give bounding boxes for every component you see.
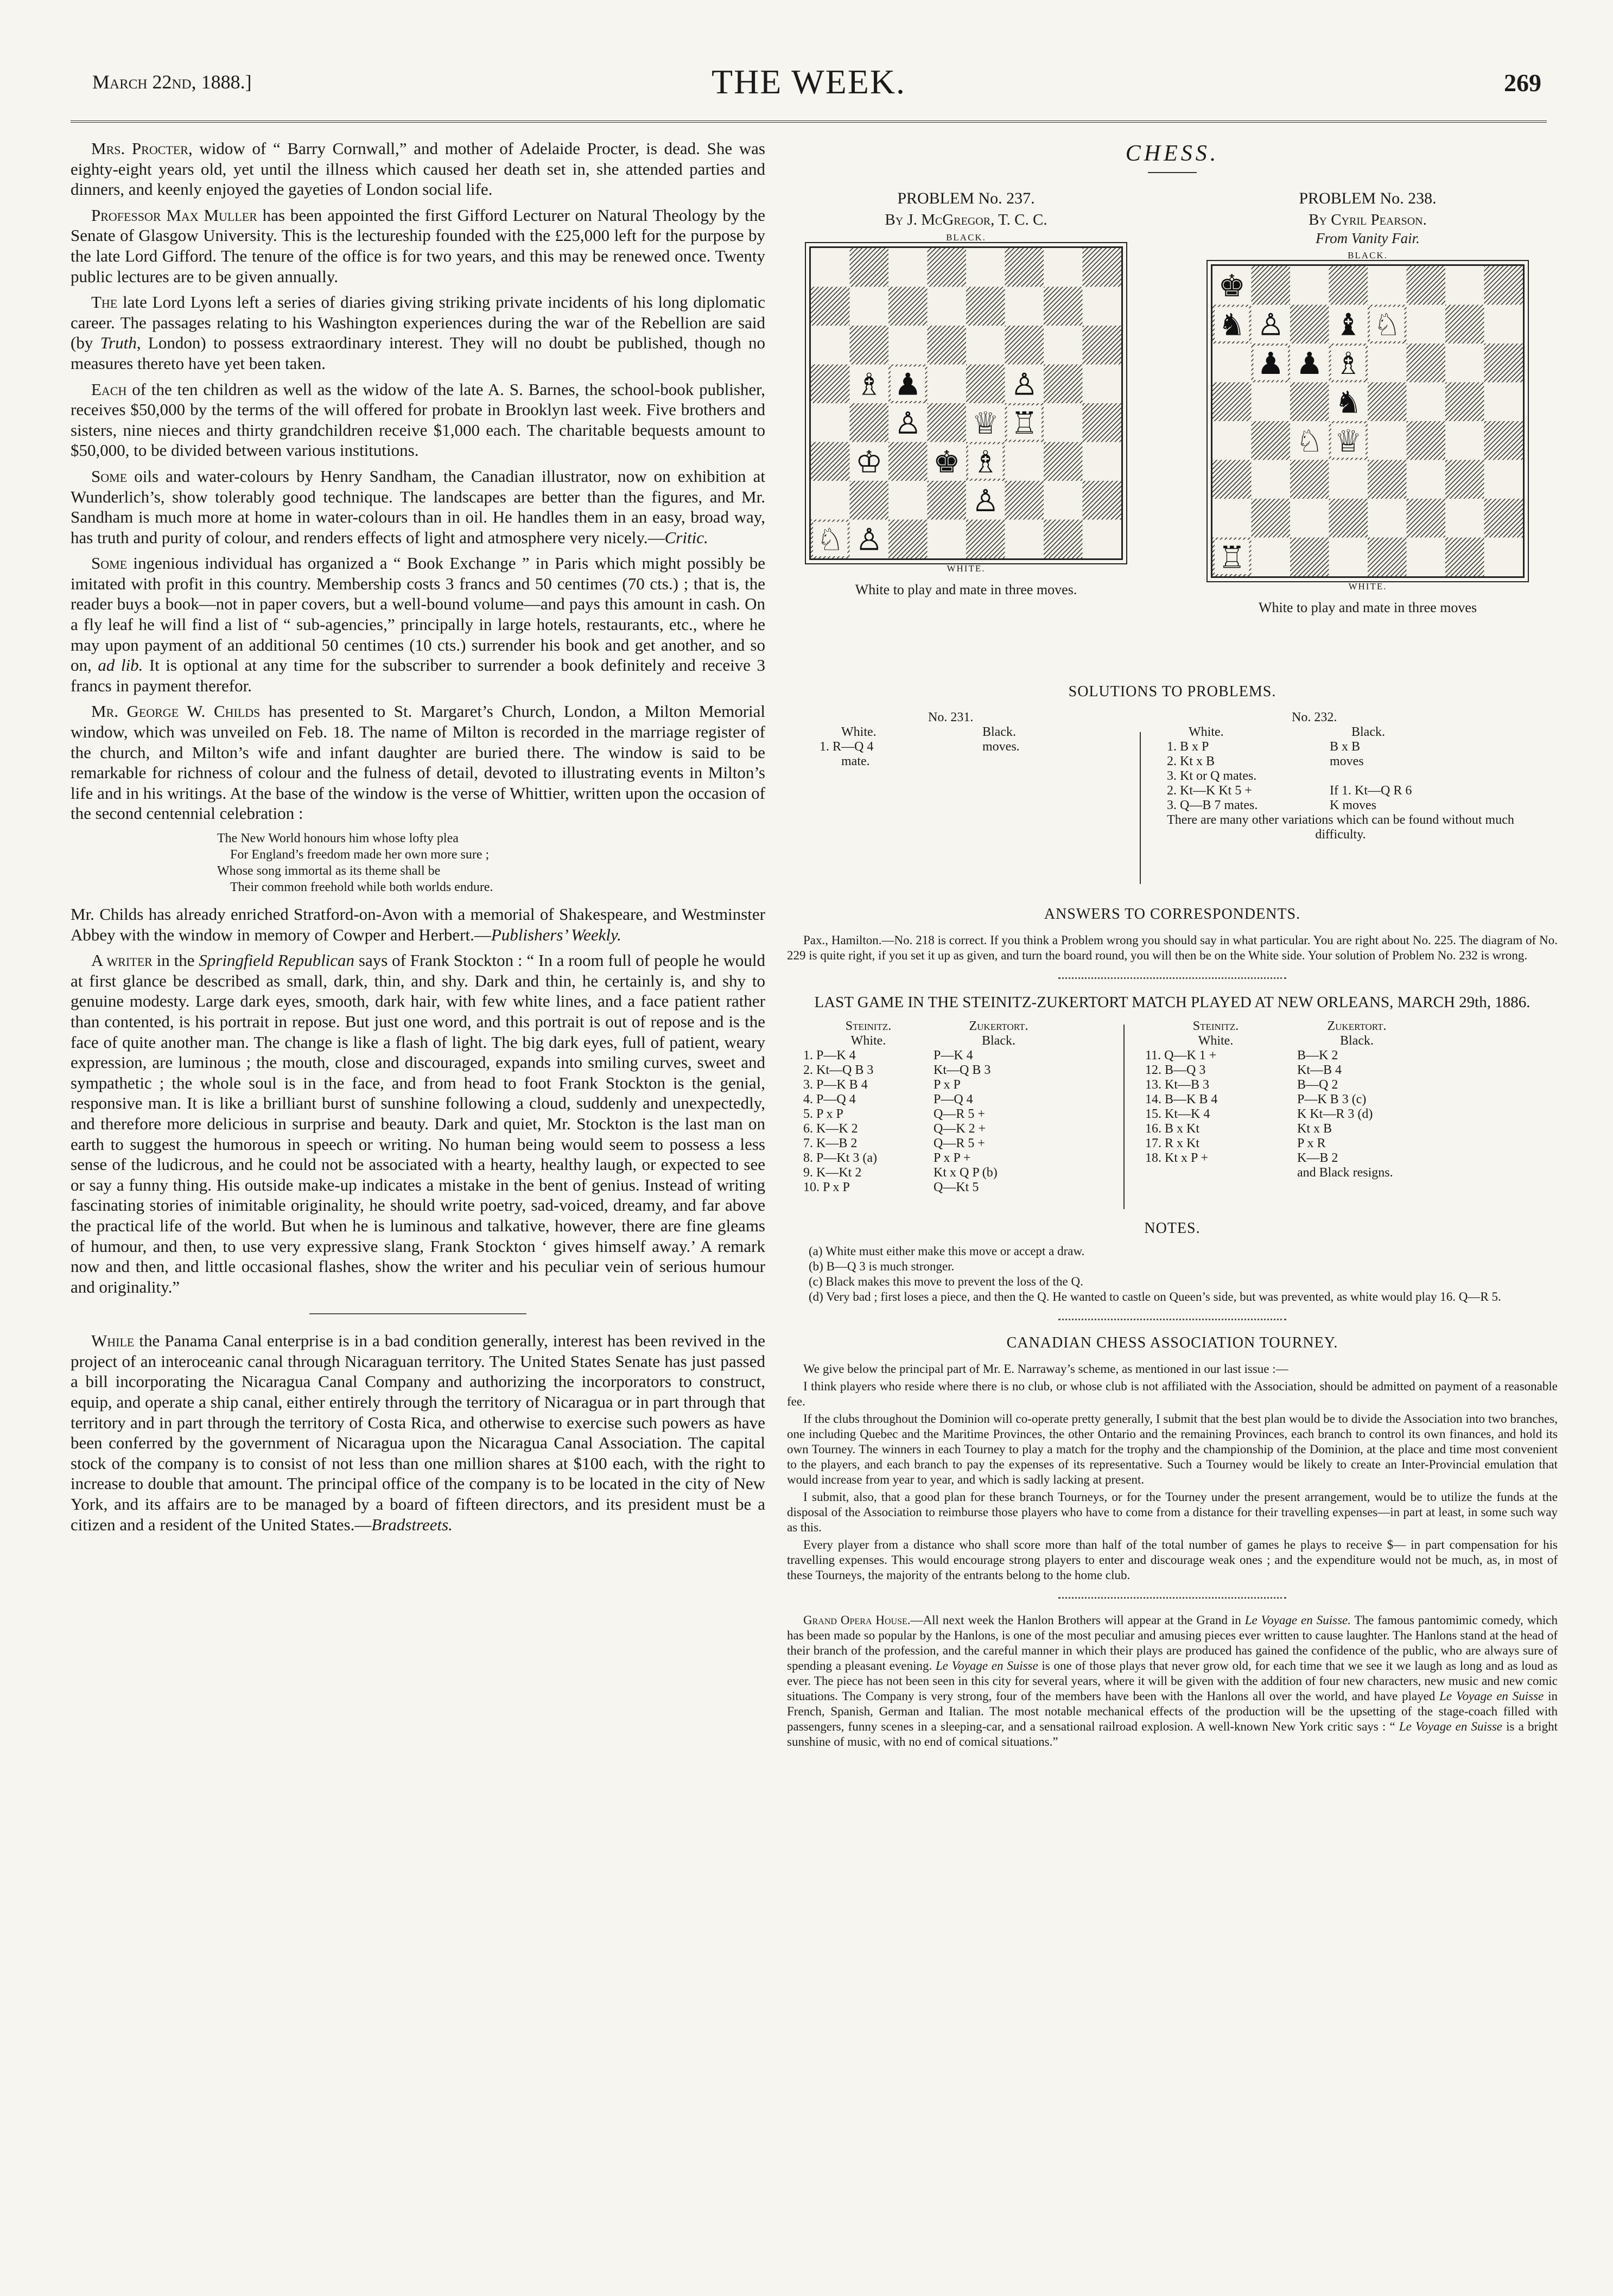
board-square xyxy=(928,287,967,326)
right-column xyxy=(787,138,1558,1752)
move-row xyxy=(803,1107,1118,1122)
move-row xyxy=(803,1122,1118,1136)
move-row xyxy=(803,1063,1118,1078)
problem-238 xyxy=(1189,189,1547,616)
board-square xyxy=(1368,266,1407,305)
page-number: 269 xyxy=(1504,69,1541,97)
article-sandham: Some oils and water-colours by Henry Sandham, the Canadian illustrator, now on exhibition at Wunderlich’s, show tolerably good technique. The landscapes are better than the figures, and Mr. Sandham is much more at home in water-colours than in oil. He handles them in an easy, broad way, has truth and purity of colour, and renders effects of light and atmosphere very nicely.—Critic. xyxy=(71,466,765,547)
board-square xyxy=(850,403,889,442)
board-square xyxy=(1083,365,1122,404)
board-square xyxy=(1445,305,1484,344)
board-square xyxy=(1044,287,1083,326)
move-row xyxy=(803,1092,1118,1107)
article-nicaragua-canal: While the Panama Canal enterprise is in a bad condition generally, interest has been revived in the project of an interoceanic canal through Nicaraguan territory. The United States Senate has just passed a bill incorporating the Nicaragua Canal Company and authorizing the incorporators to construct, equip, and operate a ship canal, either entirely through the territory of Nicaragua or in part through that territory and in part through the territory of Costa Rica, and otherwise to exercise such powers as have been conferred by the government of Nicaragua upon the Nicaragua Canal Association. The capital stock of the company is to consist of not less than one million shares at $100 each, with the right to increase to double that amount. The principal office of the company is to be located in the city of New York, and its affairs are to be managed by a board of fifteen directors, and its president must be a citizen and a resident of the United States.—Bradstreets. xyxy=(71,1331,765,1534)
tourney-para: If the clubs throughout the Dominion will co-operate pretty generally, I submit that the best plan would be to divide the Association into two branches, one including Quebec and the Maritime Provinces, the other Ontario and the remaining Provinces, each branch to control its own finances, and hold its own Tourney. The winners in each Tourney to play a match for the trophy and the championship of the Dominion, at the place and time most convenient to the players, and each branch to pay the expenses of its representative. Such a Tourney would be likely to create an Inter-Provincial emulation that would increase from year to year, and which is sadly lacking at present. xyxy=(787,1412,1558,1486)
board-square xyxy=(1044,365,1083,404)
move-row xyxy=(1145,1048,1525,1063)
move-row xyxy=(1145,1078,1525,1092)
board-square xyxy=(1212,460,1252,499)
board-square xyxy=(811,442,850,481)
board-square xyxy=(1005,520,1044,559)
answers-heading: ANSWERS TO CORRESPONDENTS. xyxy=(1044,906,1301,923)
board-square xyxy=(1212,344,1252,383)
white-move: 4. P—Q 4 xyxy=(803,1092,856,1106)
game-heading: LAST GAME IN THE STEINITZ-ZUKERTORT MATCH PLAYED AT NEW ORLEANS, MARCH 29th, 1886. xyxy=(814,994,1531,1011)
white-label: WHITE. xyxy=(947,563,986,574)
board-square xyxy=(1329,266,1368,305)
board-square xyxy=(928,365,967,404)
board-square xyxy=(1044,442,1083,481)
chess-piece-icon: ♖ xyxy=(1218,540,1246,576)
board-square xyxy=(1368,344,1407,383)
chess-problems xyxy=(787,189,1558,667)
white-move: 13. Kt—B 3 xyxy=(1145,1078,1210,1092)
board-square xyxy=(966,248,1005,287)
board-square xyxy=(1368,538,1407,577)
board-square xyxy=(850,248,889,287)
tourney-para: Every player from a distance who shall score more than half of the total number of games he plays to receive $— in part compensation for his travelling expenses. This would encourage strong players to enter and discourage weak ones ; and the expenditure would not be much, as, in most of these Tourneys, the majority of the entrants belong to the home club. xyxy=(787,1538,1558,1582)
chess-piece-icon: ♚ xyxy=(1218,268,1246,304)
board-square xyxy=(811,365,850,404)
board-square xyxy=(1329,460,1368,499)
board-square xyxy=(1083,287,1122,326)
board-square xyxy=(1407,305,1446,344)
tourney-heading: CANADIAN CHESS ASSOCIATION TOURNEY. xyxy=(1006,1334,1338,1351)
board-square xyxy=(888,248,928,287)
board-square xyxy=(888,287,928,326)
board-square xyxy=(1252,383,1291,422)
problem-caption: White to play and mate in three moves. xyxy=(855,582,1077,597)
board-square xyxy=(1212,499,1252,538)
issue-date: March 22nd, 1888.] xyxy=(92,71,252,93)
board-square xyxy=(1252,266,1291,305)
board-square xyxy=(1484,421,1523,460)
board-square xyxy=(928,481,967,520)
board-square xyxy=(928,520,967,559)
board-square xyxy=(1290,383,1329,422)
white-move: 2. Kt—Q B 3 xyxy=(803,1063,874,1077)
white-move: 18. Kt x P + xyxy=(1145,1151,1208,1165)
chess-piece-icon: ♕ xyxy=(971,405,999,441)
board-square xyxy=(1329,499,1368,538)
board-square xyxy=(1083,248,1122,287)
board-square xyxy=(1445,538,1484,577)
board-square xyxy=(1044,520,1083,559)
chess-piece-icon: ♟ xyxy=(1257,346,1285,381)
board-square xyxy=(811,481,850,520)
white-move: 16. B x Kt xyxy=(1145,1122,1200,1136)
moves-11-to-18: Steinitz. Zukertort. White. Black. 11. Q—K 1 + B—K 2 12. B—Q 3 Kt—B 4 13. Kt—B 3 B—Q 2 14. B—K B 4 P—K B 3 (c) 15. Kt—K 4 K Kt—R 3 (d) 16. B x Kt Kt x B 17. R x Kt P x R 18. Kt x P + K—B 2 and Black resigns. xyxy=(1145,1019,1525,1180)
board-square xyxy=(928,326,967,365)
move-row xyxy=(1145,1136,1525,1151)
move-row xyxy=(1145,1166,1525,1180)
verse-line: The New World honours him whose lofty plea xyxy=(217,831,459,845)
board-square xyxy=(888,326,928,365)
board-square xyxy=(1083,403,1122,442)
chess-piece-icon: ♖ xyxy=(1011,405,1038,441)
board-square xyxy=(850,287,889,326)
board-square xyxy=(1368,499,1407,538)
white-move: 5. P x P xyxy=(803,1107,843,1121)
board-square xyxy=(1368,383,1407,422)
article-procter: Mrs. Procter, widow of “ Barry Cornwall,” and mother of Adelaide Procter, is dead. She was eighty-eight years old, yet until the illness which caused her death set in, she attended parties and dinners, and keenly enjoyed the gayeties of London social life. xyxy=(71,139,765,199)
page-header xyxy=(71,54,1547,114)
board-square xyxy=(1484,266,1523,305)
board-square xyxy=(1484,383,1523,422)
black-move: P x R xyxy=(1297,1136,1326,1150)
chess-piece-icon: ♟ xyxy=(1296,346,1323,381)
tourney-para: We give below the principal part of Mr. E. Narraway’s scheme, as mentioned in our last issue :— xyxy=(803,1362,1288,1376)
problem-title: PROBLEM No. 238. xyxy=(1299,189,1437,207)
board-square xyxy=(1005,287,1044,326)
board-square xyxy=(1445,266,1484,305)
article-childs-cont: Mr. Childs has already enriched Stratford-on-Avon with a memorial of Shakespeare, and Westminster Abbey with the window in memory of Cowper and Herbert.—Publishers’ Weekly. xyxy=(71,905,765,944)
white-move xyxy=(1145,1166,1297,1180)
board-square xyxy=(1252,538,1291,577)
board-square xyxy=(1407,499,1446,538)
board-diagram xyxy=(1212,266,1523,576)
solution-note: There are many other variations which can be found without much difficulty. xyxy=(1167,813,1514,842)
move-row xyxy=(803,1048,1118,1063)
tourney-para: I submit, also, that a good plan for these branch Tourneys, or for the Tourney under the present arrangement, would be to utilize the funds at the disposal of the Association to reimburse those players who have to come from a distance for their travelling expenses—in part at least, in some such way as this. xyxy=(787,1490,1558,1534)
black-move: K Kt—R 3 (d) xyxy=(1297,1107,1373,1121)
notes-heading: NOTES. xyxy=(1144,1220,1201,1237)
black-move: B—K 2 xyxy=(1297,1048,1338,1063)
board-square xyxy=(1484,460,1523,499)
move-row xyxy=(1145,1122,1525,1136)
verse-line: Their common freehold while both worlds endure. xyxy=(230,880,493,894)
board-square xyxy=(1290,305,1329,344)
grand-opera-house-notice: Grand Opera House.—All next week the Hanlon Brothers will appear at the Grand in Le Voyage en Suisse. The famous pantomimic comedy, which has been made so popular by the Hanlons, is one of the most peculiar and amusing pieces ever written to cause laughter. The Hanlons stand at the head of their branch of the profession, and the careful manner in which their plays are produced has gained the confidence of the public, who are always sure of spending a pleasant evening. Le Voyage en Suisse is one of those plays that never grow old, for each time that we see it we laugh as long and as loud as ever. The piece has not been seen in this city for several years, where it will be given with the addition of four new characters, new music and new comic situations. The Company is very strong, four of the members have been with the Hanlons all over the world, and have played Le Voyage en Suisse in French, Spanish, German and Italian. The most notable mechanical effects of the production will be the upsetting of the stage-coach filled with passengers, funny scenes in a sleeping-car, and a sensational railroad explosion. A well-known New York critic says : “ Le Voyage en Suisse is a bright sunshine of music, with no end of comical situations.” xyxy=(787,1613,1558,1748)
moves-1-to-10: Steinitz. Zukertort. White. Black. 1. P—K 4 P—K 4 2. Kt—Q B 3 Kt—Q B 3 3. P—K B 4 P x P 4. P—Q 4 P—Q 4 5. P x P Q—R 5 + 6. K—K 2 Q—K 2 + 7. K—B 2 Q—R 5 + 8. P—Kt 3 (a) P x P + 9. K—Kt 2 Kt x Q P (b) 10. P x P Q—Kt 5 xyxy=(803,1019,1118,1195)
board-square xyxy=(850,326,889,365)
board-square xyxy=(1407,383,1446,422)
board-square xyxy=(1407,421,1446,460)
board-square xyxy=(1484,499,1523,538)
game-record xyxy=(787,1019,1558,1214)
black-move: B—Q 2 xyxy=(1297,1078,1338,1092)
chess-piece-icon: ♙ xyxy=(1011,367,1038,403)
chess-board-237 xyxy=(809,246,1123,560)
problem-237 xyxy=(787,189,1145,598)
board-square xyxy=(1083,442,1122,481)
board-square xyxy=(1005,326,1044,365)
board-square xyxy=(928,248,967,287)
board-square xyxy=(1083,481,1122,520)
board-square xyxy=(1484,538,1523,577)
black-move: Kt—B 4 xyxy=(1297,1063,1342,1077)
move-row xyxy=(1145,1092,1525,1107)
black-move: Kt x Q P (b) xyxy=(933,1166,998,1180)
white-move: 17. R x Kt xyxy=(1145,1136,1200,1150)
board-square xyxy=(1290,460,1329,499)
board-square xyxy=(850,481,889,520)
move-row xyxy=(1145,1151,1525,1166)
board-square xyxy=(1445,344,1484,383)
board-square xyxy=(928,403,967,442)
board-square xyxy=(1083,520,1122,559)
chess-piece-icon: ♙ xyxy=(894,405,922,441)
white-move: 6. K—K 2 xyxy=(803,1122,858,1136)
article-book-exchange: Some ingenious individual has organized a “ Book Exchange ” in Paris which might possibly be imitated with profit in this country. Membership costs 3 francs and 50 centimes (70 cts.) ; that is, the reader buys a book—not in paper covers, but a well-bound volume—and pays this amount in cash. On a fly leaf he will find a list of “ sub-agencies,” principally in large hotels, restaurants, etc., where he may upon payment of an additional 50 centimes (10 cts.) surrender his book and get another, and so on, ad lib. It is optional at any time for the subscriber to surrender a book definitely and receive 3 francs in payment therefor. xyxy=(71,554,765,695)
problem-author: By J. McGregor, T. C. C. xyxy=(885,211,1047,228)
board-square xyxy=(1407,344,1446,383)
chess-piece-icon: ♝ xyxy=(1335,307,1362,343)
board-square xyxy=(888,442,928,481)
problem-author: By Cyril Pearson. xyxy=(1309,211,1427,228)
header-rule xyxy=(71,120,1547,123)
board-square xyxy=(1445,460,1484,499)
solution-231: No. 231. White. Black. 1. R—Q 4 moves. mate. xyxy=(820,710,1020,768)
black-move: P—Q 4 xyxy=(933,1092,973,1106)
article-max-muller: Professor Max Muller has been appointed the first Gifford Lecturer on Natural Theology by the Senate of Glasgow University. This is the lectureship founded with the £25,000 left for the purpose by the late Lord Gifford. The tenure of the office is for two years, and this may be renewed once. Twenty public lectures are to be given annually. xyxy=(71,205,765,286)
note-c: (c) Black makes this move to prevent the loss of the Q. xyxy=(809,1275,1083,1288)
article-lord-lyons: The late Lord Lyons left a series of diaries giving striking private incidents of his long diplomatic career. The passages relating to his Washington experiences during the war of the Rebellion are said (by Truth, London) to possess extraordinary interest. They will no doubt be published, though no measures thereto have yet been taken. xyxy=(71,292,765,373)
move-row xyxy=(803,1151,1118,1166)
verse-line: Whose song immortal as its theme shall be xyxy=(217,864,441,878)
board-square xyxy=(1290,499,1329,538)
solutions-divider xyxy=(1140,732,1141,884)
black-move: Q—R 5 + xyxy=(933,1136,985,1150)
white-label: WHITE. xyxy=(1348,581,1387,592)
black-label: BLACK. xyxy=(1348,250,1388,260)
masthead-title: THE WEEK. xyxy=(711,62,906,101)
white-move: 15. Kt—K 4 xyxy=(1145,1107,1210,1121)
board-square xyxy=(1005,248,1044,287)
article-stockton: A writer in the Springfield Republican says of Frank Stockton : “ In a room full of people he would at first glance be described as small, dark, thin, and shy. Dark and thin, he certainly is, and shy to genuine modesty. Large dark eyes, smooth, dark hair, with few white lines, and a face patient rather than contented, is his portrait in repose. But just one word, and this portrait is out of repose and is the face of quite another man. The change is like a flash of light. The big dark eyes, full of patient, weary expression, are luminous ; the mouth, close and discouraged, expands into smiling curves, sweet and sympathetic ; the whole soul is in the face, and from head to foot Frank Stockton is the genial, responsive man. It is like a brilliant burst of sunshine following a cloud, suddenly and unexpectedly, and therefore more delicious in surprise and beauty. Dark and quiet, Mr. Stockton is the last man on earth to suggest the humorous in speech or writing. No human being would seem to possess a less sense of the ludicrous, and he could not be associated with a hearty, healthy laugh, or expected to see or say a funny thing. His outside make-up indicates a mistake in the bent of genius. Instead of writing fascinating stories of inimitable originality, he should write poetry, sad-voiced, dreamy, and far above the practical life of the world. But when he is luminous and talkative, however, there are fine gleams of humour, and then, to use very expressive slang, Frank Stockton ‘ gives himself away.’ A remark now and then, and little occasional flashes, show the writer and his peculiar vein of serious humour and originality.” xyxy=(71,951,765,1296)
black-label: BLACK. xyxy=(946,232,986,243)
white-move: 8. P—Kt 3 (a) xyxy=(803,1151,877,1165)
tourney-para: I think players who reside where there is no club, or whose club is not affiliated with the Association, should be admitted on payment of a reasonable fee. xyxy=(787,1379,1558,1408)
board-square xyxy=(1044,326,1083,365)
board-square xyxy=(1212,421,1252,460)
white-move: 9. K—Kt 2 xyxy=(803,1166,862,1180)
black-move: Kt x B xyxy=(1297,1122,1332,1136)
board-square xyxy=(1290,266,1329,305)
whittier-verse xyxy=(217,830,765,895)
board-square xyxy=(1290,538,1329,577)
chess-board-238 xyxy=(1211,264,1525,578)
game-divider xyxy=(1123,1025,1125,1209)
white-move: 14. B—K B 4 xyxy=(1145,1092,1218,1106)
board-square xyxy=(966,326,1005,365)
black-move: Kt—Q B 3 xyxy=(933,1063,991,1077)
chess-piece-icon: ♘ xyxy=(816,522,844,558)
board-square xyxy=(888,481,928,520)
board-square xyxy=(1445,383,1484,422)
board-square xyxy=(811,287,850,326)
answers-text: Pax., Hamilton.—No. 218 is correct. If you think a Problem wrong you should say in what particular. You are right about No. 225. The diagram of No. 229 is quite right, if you set it up as given, and turn the board round, you will then be on the White side. Your solution of Problem No. 232 is wrong. xyxy=(787,933,1558,962)
white-move: 10. P x P xyxy=(803,1180,850,1194)
board-square xyxy=(1252,421,1291,460)
black-move: Q—R 5 + xyxy=(933,1107,985,1121)
black-move: P x P xyxy=(933,1078,961,1092)
board-square xyxy=(1368,460,1407,499)
note-d: (d) Very bad ; first loses a piece, and then the Q. He wanted to castle on Queen’s side, but was prevented, as white would play 16. Q—R 5. xyxy=(809,1290,1501,1303)
board-square xyxy=(1484,344,1523,383)
problem-source: From Vanity Fair. xyxy=(1316,230,1420,246)
note-a: (a) White must either make this move or accept a draw. xyxy=(809,1244,1085,1258)
chess-piece-icon: ♕ xyxy=(1335,423,1362,459)
board-square xyxy=(1407,266,1446,305)
board-square xyxy=(1445,499,1484,538)
white-move: 11. Q—K 1 + xyxy=(1145,1048,1217,1063)
chess-piece-icon: ♗ xyxy=(855,367,883,403)
black-move: and Black resigns. xyxy=(1297,1166,1393,1180)
board-square xyxy=(1329,538,1368,577)
chess-piece-icon: ♙ xyxy=(855,522,883,558)
black-move: P x P + xyxy=(933,1151,971,1165)
solutions-heading: SOLUTIONS TO PROBLEMS. xyxy=(1068,683,1277,700)
white-move: 1. P—K 4 xyxy=(803,1048,856,1063)
board-square xyxy=(1005,481,1044,520)
chess-piece-icon: ♞ xyxy=(1335,385,1362,421)
board-square xyxy=(1368,421,1407,460)
board-square xyxy=(1044,403,1083,442)
black-move: K—B 2 xyxy=(1297,1151,1338,1165)
chess-piece-icon: ♙ xyxy=(1257,307,1285,343)
move-row xyxy=(803,1180,1118,1195)
move-list xyxy=(803,1048,1118,1195)
board-square xyxy=(966,520,1005,559)
chess-piece-icon: ♗ xyxy=(1335,346,1362,381)
left-column xyxy=(71,138,765,1540)
black-move: P—K 4 xyxy=(933,1048,973,1063)
chess-heading: CHESS. xyxy=(1125,141,1220,166)
white-move: 12. B—Q 3 xyxy=(1145,1063,1206,1077)
game-notes xyxy=(787,1244,1558,1305)
move-list xyxy=(1145,1048,1525,1180)
board-square xyxy=(1005,442,1044,481)
article-separator xyxy=(309,1313,526,1314)
board-square xyxy=(811,326,850,365)
problem-title: PROBLEM No. 237. xyxy=(897,189,1035,207)
chess-piece-icon: ♘ xyxy=(1296,423,1323,459)
board-square xyxy=(1252,499,1291,538)
problem-caption: White to play and mate in three moves xyxy=(1258,600,1477,615)
white-move: 3. P—K B 4 xyxy=(803,1078,868,1092)
board-square xyxy=(888,520,928,559)
chess-piece-icon: ♚ xyxy=(933,444,961,480)
note-b: (b) B—Q 3 is much stronger. xyxy=(809,1260,955,1273)
board-square xyxy=(1044,481,1083,520)
white-move: 7. K—B 2 xyxy=(803,1136,858,1150)
verse-line: For England’s freedom made her own more sure ; xyxy=(230,848,490,862)
chess-piece-icon: ♘ xyxy=(1373,307,1401,343)
article-barnes: Each of the ten children as well as the widow of the late A. S. Barnes, the school-book publisher, receives $50,000 by the terms of the will offered for probate in Brooklyn last week. Five brothers and sisters, nine nieces and thirty grandchildren receive $1,000 each. The charitable bequests amount to $50,000, to be divided between various institutions. xyxy=(71,379,765,460)
article-childs: Mr. George W. Childs has presented to St. Margaret’s Church, London, a Milton Memorial window, which was unveiled on Feb. 18. The name of Milton is recorded in the marriage register of the church, and Milton’s wife and infant daughter are buried there. The window is said to be remarkable for richness of colour and the fulness of detail, devoted to illustrating events in Milton’s life and in his writings. At the base of the window is the verse of Whittier, written upon the occasion of the second centennial celebration : xyxy=(71,702,765,823)
black-move: P—K B 3 (c) xyxy=(1297,1092,1367,1106)
solution-232: No. 232. White. Black. 1. B x P B x B 2. Kt x B moves 3. Kt or Q mates. 2. Kt—K Kt 5 + If 1. Kt—Q R 6 3. Q—B 7 mates. K moves There are many other variations which can be found without much difficulty. xyxy=(1167,710,1514,842)
move-row xyxy=(1145,1107,1525,1122)
board-diagram xyxy=(811,248,1121,558)
section-rule xyxy=(1058,1319,1286,1320)
board-square xyxy=(1407,538,1446,577)
move-row xyxy=(803,1166,1118,1180)
board-square xyxy=(811,403,850,442)
board-square xyxy=(1044,248,1083,287)
board-square xyxy=(1445,421,1484,460)
black-move: Q—Kt 5 xyxy=(933,1180,979,1194)
board-square xyxy=(1212,383,1252,422)
board-square xyxy=(811,248,850,287)
move-row xyxy=(803,1136,1118,1151)
section-rule xyxy=(1058,1597,1286,1599)
board-square xyxy=(1083,326,1122,365)
section-rule xyxy=(1058,977,1286,979)
chess-piece-icon: ♗ xyxy=(971,444,999,480)
chess-piece-icon: ♔ xyxy=(855,444,883,480)
board-square xyxy=(1484,305,1523,344)
chess-piece-icon: ♙ xyxy=(971,483,999,519)
chess-piece-icon: ♟ xyxy=(894,367,922,403)
heading-rule xyxy=(1148,172,1197,173)
chess-piece-icon: ♞ xyxy=(1218,307,1246,343)
move-row xyxy=(803,1078,1118,1092)
black-move: Q—K 2 + xyxy=(933,1122,986,1136)
board-square xyxy=(1252,460,1291,499)
move-row xyxy=(1145,1063,1525,1078)
board-square xyxy=(966,287,1005,326)
solutions xyxy=(787,710,1558,889)
board-square xyxy=(1407,460,1446,499)
board-square xyxy=(966,365,1005,404)
